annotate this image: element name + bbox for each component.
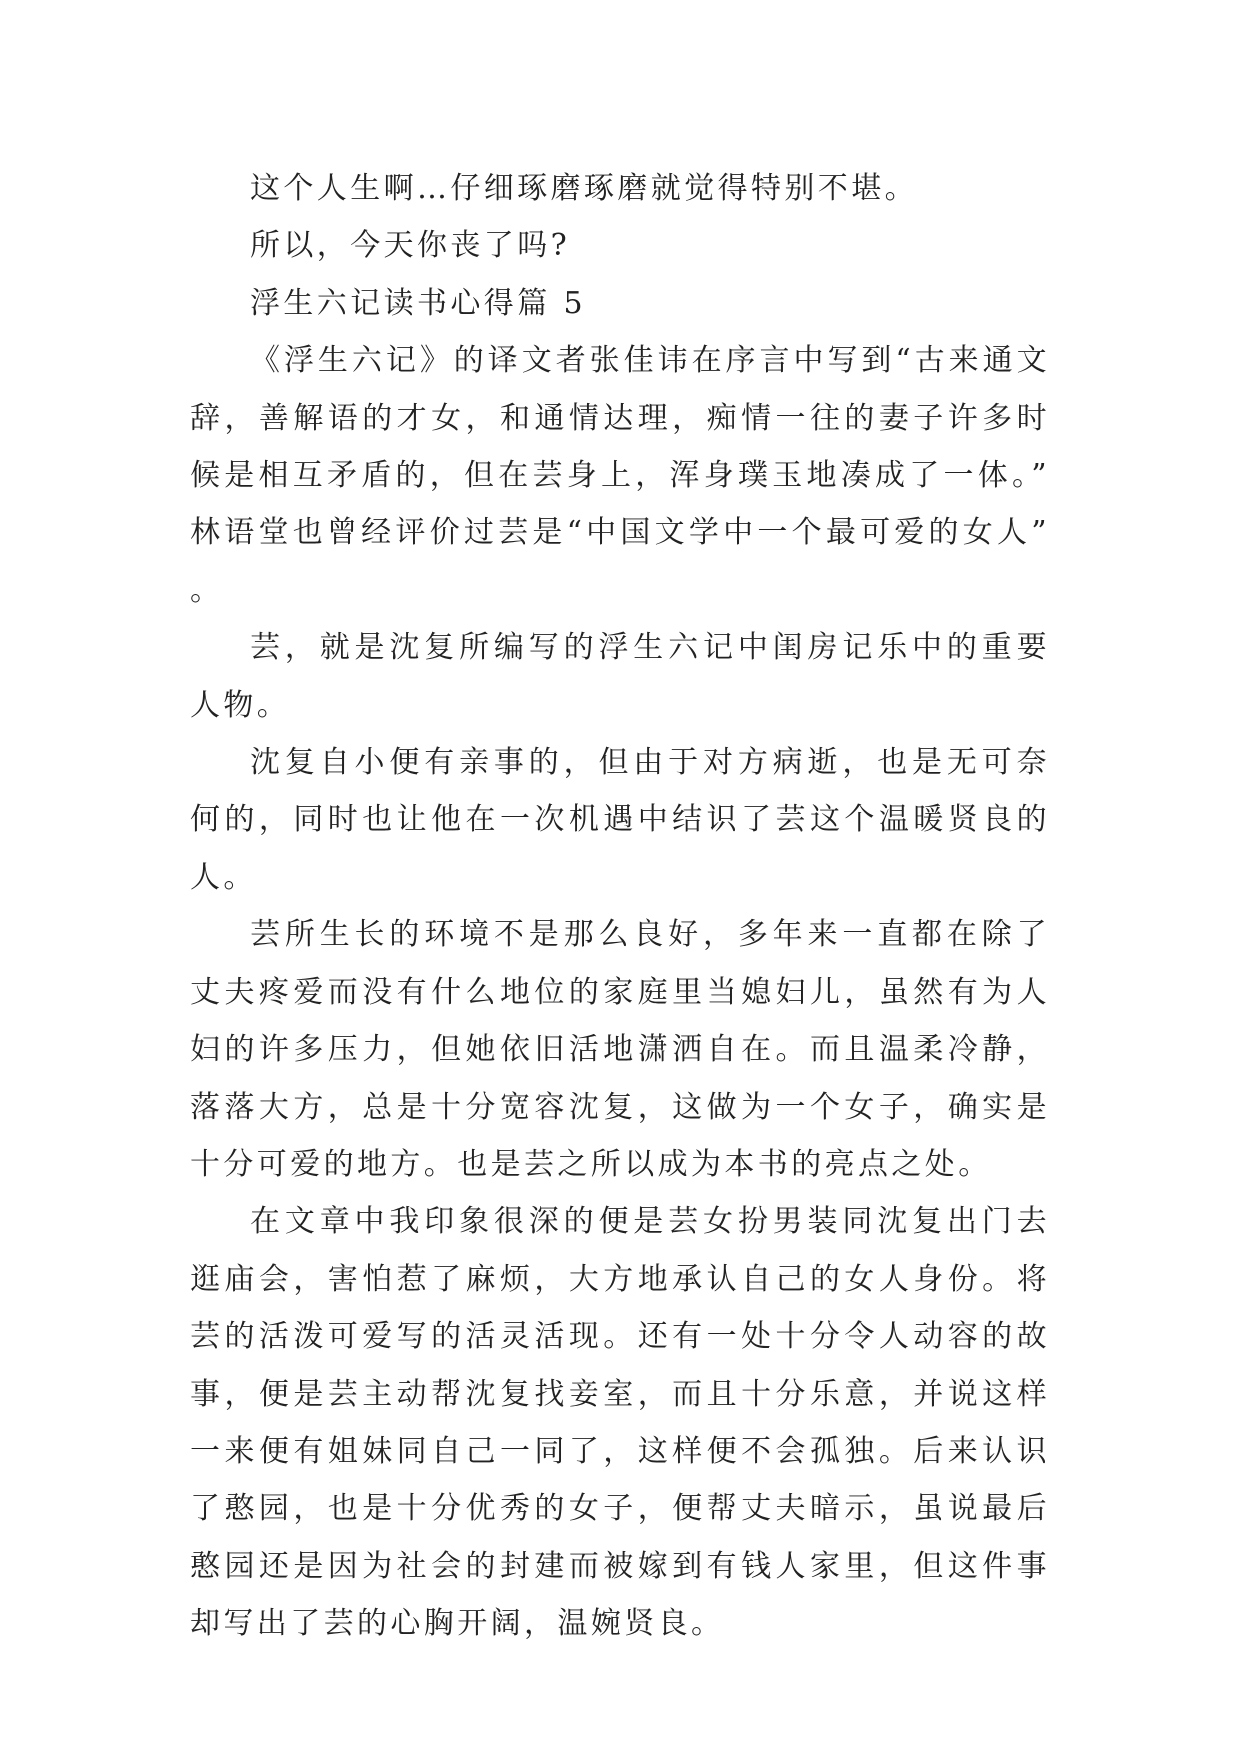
paragraph-2: 所以，今天你丧了吗? (250, 228, 571, 264)
paragraph-1: 这个人生啊…仔细琢磨琢磨就觉得特别不堪。 (250, 171, 918, 206)
paragraph-4: 芸，就是沈复所编写的浮生六记中闺房记乐中的重要人物。 (190, 630, 1050, 723)
document-body (190, 160, 1050, 1653)
paragraph-5: 沈复自小便有亲事的，但由于对方病逝，也是无可奈何的，同时也让他在一次机遇中结识了芸这个温暖贤良的人。 (190, 745, 1050, 895)
paragraph-3: 《浮生六记》的译文者张佳讳在序言中写到“古来通文辞，善解语的才女，和通情达理，痴情一往的妻子许多时候是相互矛盾的，但在芸身上，浑身璞玉地凑成了一体。”林语堂也曾经评价过芸是“中国文学中一个最可爱的女人”。 (190, 343, 1050, 608)
paragraph-6: 芸所生长的环境不是那么良好，多年来一直都在除了丈夫疼爱而没有什么地位的家庭里当媳妇儿，虽然有为人妇的许多压力，但她依旧活地潇洒自在。而且温柔冷静，落落大方，总是十分宽容沈复，这做为一个女子，确实是十分可爱的地方。也是芸之所以成为本书的亮点之处。 (190, 917, 1050, 1182)
section-heading: 浮生六记读书心得篇 5 (250, 285, 587, 321)
paragraph-7: 在文章中我印象很深的便是芸女扮男装同沈复出门去逛庙会，害怕惹了麻烦，大方地承认自己的女人身份。将芸的活泼可爱写的活灵活现。还有一处十分令人动容的故事，便是芸主动帮沈复找妾室，而且十分乐意，并说这样一来便有姐妹同自己一同了，这样便不会孤独。后来认识了憨园，也是十分优秀的女子，便帮丈夫暗示，虽说最后憨园还是因为社会的封建而被嫁到有钱人家里，但这件事却写出了芸的心胸开阔，温婉贤良。 (190, 1204, 1050, 1642)
